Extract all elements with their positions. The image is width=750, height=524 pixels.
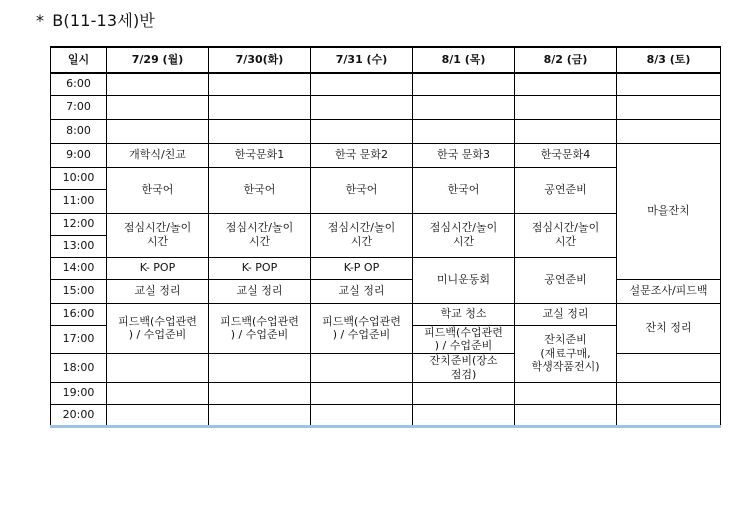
section-heading (36, 8, 155, 31)
empty-cell (617, 73, 721, 95)
empty-cell (209, 73, 311, 95)
schedule-cell: 한국어 (311, 167, 413, 213)
empty-cell (413, 382, 515, 404)
schedule-cell: 한국어 (107, 167, 209, 213)
empty-cell (515, 95, 617, 119)
table-row (51, 119, 721, 143)
header-day: 7/29 (월) (107, 47, 209, 73)
table-row (51, 95, 721, 119)
header-row (51, 47, 721, 73)
empty-cell (209, 382, 311, 404)
time-cell: 13:00 (51, 235, 107, 257)
empty-cell (515, 119, 617, 143)
schedule-cell: 공연준비 (515, 167, 617, 213)
empty-cell (515, 73, 617, 95)
table-row (51, 279, 721, 303)
empty-cell (107, 95, 209, 119)
schedule-cell: 잔치준비(장소 점검) (413, 354, 515, 383)
schedule-cell: 잔치 정리 (617, 303, 721, 354)
schedule-cell: 한국어 (209, 167, 311, 213)
header-day: 8/2 (금) (515, 47, 617, 73)
schedule-cell: 한국어 (413, 167, 515, 213)
time-cell: 16:00 (51, 303, 107, 325)
header-day: 7/31 (수) (311, 47, 413, 73)
schedule-cell: 미니운동회 (413, 257, 515, 303)
empty-cell (413, 404, 515, 426)
empty-cell (311, 95, 413, 119)
schedule-cell: 교실 정리 (515, 303, 617, 325)
empty-cell (413, 73, 515, 95)
schedule-cell: 설문조사/피드백 (617, 279, 721, 303)
table-row (51, 354, 721, 383)
empty-cell (311, 119, 413, 143)
time-cell: 10:00 (51, 167, 107, 189)
heading-text: B(11-13세)반 (52, 11, 156, 30)
schedule-cell: 한국 문화3 (413, 143, 515, 167)
schedule-cell: 잔치준비 (재료구매, 학생작품전시) (515, 325, 617, 382)
schedule-cell: 점심시간/놀이 시간 (413, 213, 515, 257)
time-cell: 12:00 (51, 213, 107, 235)
empty-cell (515, 382, 617, 404)
empty-cell (617, 95, 721, 119)
table-row (51, 143, 721, 167)
empty-cell (107, 119, 209, 143)
schedule-cell: 점심시간/놀이 시간 (209, 213, 311, 257)
header-time: 일시 (51, 47, 107, 73)
empty-cell (311, 73, 413, 95)
schedule-cell: 한국 문화2 (311, 143, 413, 167)
schedule-cell: 점심시간/놀이 시간 (107, 213, 209, 257)
empty-cell (617, 354, 721, 383)
schedule-cell: K- POP (107, 257, 209, 279)
time-cell: 9:00 (51, 143, 107, 167)
schedule-cell: 학교 청소 (413, 303, 515, 325)
time-cell: 17:00 (51, 325, 107, 354)
empty-cell (107, 73, 209, 95)
time-cell: 15:00 (51, 279, 107, 303)
schedule-cell: 피드백(수업관련 ) / 수업준비 (107, 303, 209, 354)
time-cell: 20:00 (51, 404, 107, 426)
empty-cell (311, 382, 413, 404)
time-cell: 8:00 (51, 119, 107, 143)
empty-cell (617, 119, 721, 143)
table-row (51, 73, 721, 95)
time-cell: 19:00 (51, 382, 107, 404)
time-cell: 6:00 (51, 73, 107, 95)
header-day: 7/30(화) (209, 47, 311, 73)
time-cell: 7:00 (51, 95, 107, 119)
table-row (51, 404, 721, 426)
schedule-cell: 피드백(수업관련 ) / 수업준비 (413, 325, 515, 354)
empty-cell (311, 404, 413, 426)
time-cell: 14:00 (51, 257, 107, 279)
time-cell: 11:00 (51, 189, 107, 213)
empty-cell (107, 382, 209, 404)
empty-cell (617, 404, 721, 426)
schedule-cell: K-P OP (311, 257, 413, 279)
empty-cell (209, 95, 311, 119)
schedule-cell: 한국문화4 (515, 143, 617, 167)
schedule-cell-village-festival: 마을잔치 (617, 143, 721, 279)
schedule-cell: K- POP (209, 257, 311, 279)
schedule-cell: 공연준비 (515, 257, 617, 303)
schedule-cell: 피드백(수업관련 ) / 수업준비 (209, 303, 311, 354)
schedule-cell: 피드백(수업관련 ) / 수업준비 (311, 303, 413, 354)
schedule-cell: 점심시간/놀이 시간 (311, 213, 413, 257)
schedule-cell: 개학식/친교 (107, 143, 209, 167)
time-cell: 18:00 (51, 354, 107, 383)
header-day: 8/3 (토) (617, 47, 721, 73)
empty-cell (107, 354, 209, 383)
schedule-cell: 한국문화1 (209, 143, 311, 167)
empty-cell (107, 404, 209, 426)
table-row (51, 303, 721, 325)
schedule-cell: 교실 정리 (209, 279, 311, 303)
empty-cell (311, 354, 413, 383)
header-day: 8/1 (목) (413, 47, 515, 73)
schedule-cell: 교실 정리 (311, 279, 413, 303)
empty-cell (209, 404, 311, 426)
empty-cell (413, 95, 515, 119)
schedule-cell: 교실 정리 (107, 279, 209, 303)
empty-cell (413, 119, 515, 143)
table-row (51, 382, 721, 404)
schedule-table (50, 46, 721, 428)
empty-cell (209, 119, 311, 143)
empty-cell (515, 404, 617, 426)
heading-bullet: * (36, 11, 45, 30)
schedule-cell: 점심시간/놀이 시간 (515, 213, 617, 257)
empty-cell (209, 354, 311, 383)
empty-cell (617, 382, 721, 404)
